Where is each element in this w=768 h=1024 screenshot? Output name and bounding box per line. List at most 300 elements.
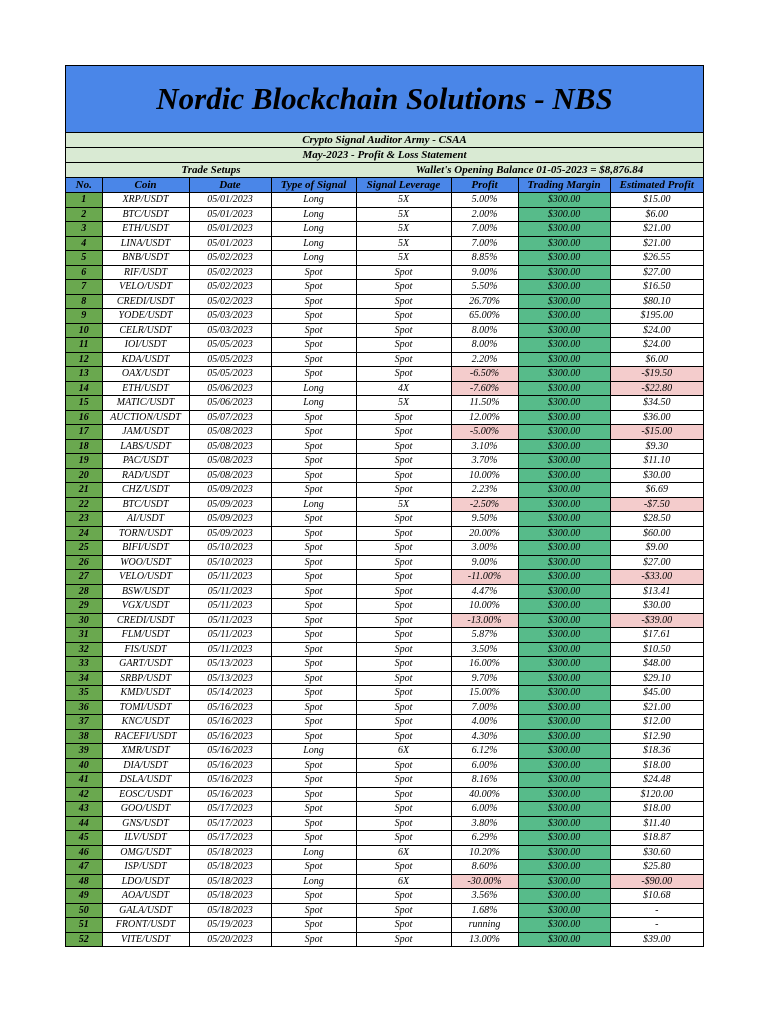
- cell-estimated-profit: $17.61: [610, 628, 703, 643]
- cell-no: 22: [66, 497, 102, 512]
- cell-estimated-profit: $12.00: [610, 715, 703, 730]
- cell-leverage: Spot: [356, 294, 451, 309]
- cell-no: 1: [66, 193, 102, 208]
- cell-no: 46: [66, 845, 102, 860]
- table-row: [66, 816, 703, 831]
- cell-type: Spot: [271, 758, 356, 773]
- cell-profit: 4.47%: [451, 584, 518, 599]
- cell-type: Spot: [271, 642, 356, 657]
- cell-estimated-profit: $16.50: [610, 280, 703, 295]
- cell-profit: 10.20%: [451, 845, 518, 860]
- table-row: [66, 280, 703, 295]
- cell-date: 05/06/2023: [189, 381, 271, 396]
- page-title: Nordic Blockchain Solutions - NBS: [156, 81, 613, 116]
- cell-coin: BTC/USDT: [102, 497, 189, 512]
- cell-profit: running: [451, 918, 518, 933]
- cell-no: 37: [66, 715, 102, 730]
- cell-leverage: Spot: [356, 729, 451, 744]
- cell-leverage: Spot: [356, 323, 451, 338]
- cell-leverage: Spot: [356, 555, 451, 570]
- cell-profit: 9.70%: [451, 671, 518, 686]
- cell-date: 05/11/2023: [189, 628, 271, 643]
- cell-leverage: Spot: [356, 439, 451, 454]
- cell-no: 36: [66, 700, 102, 715]
- cell-profit: 2.20%: [451, 352, 518, 367]
- cell-type: Spot: [271, 671, 356, 686]
- cell-no: 27: [66, 570, 102, 585]
- table-row: [66, 410, 703, 425]
- cell-no: 23: [66, 512, 102, 527]
- cell-margin: $300.00: [518, 280, 610, 295]
- cell-no: 18: [66, 439, 102, 454]
- cell-margin: $300.00: [518, 744, 610, 759]
- cell-date: 05/18/2023: [189, 903, 271, 918]
- cell-coin: FIS/USDT: [102, 642, 189, 657]
- cell-coin: BTC/USDT: [102, 207, 189, 222]
- cell-margin: $300.00: [518, 874, 610, 889]
- table-row: [66, 497, 703, 512]
- cell-margin: $300.00: [518, 628, 610, 643]
- cell-margin: $300.00: [518, 903, 610, 918]
- cell-date: 05/02/2023: [189, 265, 271, 280]
- cell-profit: 8.16%: [451, 773, 518, 788]
- cell-estimated-profit: $24.00: [610, 338, 703, 353]
- cell-profit: 4.30%: [451, 729, 518, 744]
- cell-no: 7: [66, 280, 102, 295]
- pnl-sheet: [65, 65, 704, 947]
- cell-coin: BNB/USDT: [102, 251, 189, 266]
- cell-leverage: Spot: [356, 599, 451, 614]
- cell-type: Spot: [271, 700, 356, 715]
- cell-coin: ILV/USDT: [102, 831, 189, 846]
- cell-date: 05/02/2023: [189, 251, 271, 266]
- cell-type: Spot: [271, 367, 356, 382]
- cell-coin: VITE/USDT: [102, 932, 189, 946]
- cell-estimated-profit: $45.00: [610, 686, 703, 701]
- cell-coin: JAM/USDT: [102, 425, 189, 440]
- table-row: [66, 555, 703, 570]
- cell-estimated-profit: $12.90: [610, 729, 703, 744]
- cell-profit: 5.00%: [451, 193, 518, 208]
- table-row: [66, 657, 703, 672]
- cell-type: Spot: [271, 715, 356, 730]
- cell-coin: LDO/USDT: [102, 874, 189, 889]
- cell-date: 05/13/2023: [189, 657, 271, 672]
- cell-coin: FLM/USDT: [102, 628, 189, 643]
- cell-type: Spot: [271, 860, 356, 875]
- cell-estimated-profit: $25.80: [610, 860, 703, 875]
- cell-leverage: Spot: [356, 526, 451, 541]
- cell-profit: 3.00%: [451, 541, 518, 556]
- cell-profit: 3.10%: [451, 439, 518, 454]
- table-body: [66, 193, 703, 947]
- cell-profit: 5.50%: [451, 280, 518, 295]
- cell-coin: DSLA/USDT: [102, 773, 189, 788]
- cell-margin: $300.00: [518, 555, 610, 570]
- cell-estimated-profit: $28.50: [610, 512, 703, 527]
- cell-no: 45: [66, 831, 102, 846]
- table-row: [66, 744, 703, 759]
- cell-type: Spot: [271, 889, 356, 904]
- cell-profit: 1.68%: [451, 903, 518, 918]
- cell-estimated-profit: $29.10: [610, 671, 703, 686]
- cell-no: 5: [66, 251, 102, 266]
- cell-margin: $300.00: [518, 367, 610, 382]
- cell-date: 05/11/2023: [189, 642, 271, 657]
- cell-coin: GOO/USDT: [102, 802, 189, 817]
- cell-type: Spot: [271, 338, 356, 353]
- cell-profit: 6.12%: [451, 744, 518, 759]
- cell-type: Spot: [271, 541, 356, 556]
- cell-profit: 3.50%: [451, 642, 518, 657]
- cell-margin: $300.00: [518, 599, 610, 614]
- cell-date: 05/09/2023: [189, 483, 271, 498]
- cell-estimated-profit: $10.68: [610, 889, 703, 904]
- cell-estimated-profit: $21.00: [610, 700, 703, 715]
- cell-coin: OAX/USDT: [102, 367, 189, 382]
- cell-profit: 10.00%: [451, 468, 518, 483]
- cell-date: 05/02/2023: [189, 280, 271, 295]
- cell-date: 05/16/2023: [189, 787, 271, 802]
- cell-no: 43: [66, 802, 102, 817]
- cell-margin: $300.00: [518, 729, 610, 744]
- cell-margin: $300.00: [518, 570, 610, 585]
- table-row: [66, 932, 703, 946]
- cell-estimated-profit: $18.87: [610, 831, 703, 846]
- cell-leverage: Spot: [356, 628, 451, 643]
- cell-margin: $300.00: [518, 671, 610, 686]
- col-header-date: Date: [189, 178, 271, 193]
- cell-no: 9: [66, 309, 102, 324]
- cell-estimated-profit: $10.50: [610, 642, 703, 657]
- table-row: [66, 483, 703, 498]
- cell-margin: $300.00: [518, 294, 610, 309]
- table-row: [66, 265, 703, 280]
- cell-date: 05/11/2023: [189, 570, 271, 585]
- cell-estimated-profit: $34.50: [610, 396, 703, 411]
- cell-estimated-profit: -: [610, 903, 703, 918]
- table-row: [66, 396, 703, 411]
- cell-margin: $300.00: [518, 802, 610, 817]
- cell-coin: RIF/USDT: [102, 265, 189, 280]
- cell-estimated-profit: -$7.50: [610, 497, 703, 512]
- cell-margin: $300.00: [518, 251, 610, 266]
- cell-coin: CHZ/USDT: [102, 483, 189, 498]
- cell-date: 05/10/2023: [189, 555, 271, 570]
- cell-margin: $300.00: [518, 381, 610, 396]
- cell-margin: $300.00: [518, 497, 610, 512]
- cell-date: 05/09/2023: [189, 497, 271, 512]
- cell-date: 05/05/2023: [189, 367, 271, 382]
- cell-profit: 3.56%: [451, 889, 518, 904]
- cell-coin: OMG/USDT: [102, 845, 189, 860]
- cell-leverage: Spot: [356, 918, 451, 933]
- cell-no: 38: [66, 729, 102, 744]
- table-row: [66, 251, 703, 266]
- col-header-no: No.: [66, 178, 102, 193]
- cell-profit: 9.00%: [451, 555, 518, 570]
- cell-leverage: Spot: [356, 454, 451, 469]
- cell-type: Spot: [271, 439, 356, 454]
- cell-date: 05/01/2023: [189, 222, 271, 237]
- cell-coin: WOO/USDT: [102, 555, 189, 570]
- cell-type: Long: [271, 193, 356, 208]
- cell-margin: $300.00: [518, 468, 610, 483]
- cell-type: Spot: [271, 410, 356, 425]
- cell-margin: $300.00: [518, 265, 610, 280]
- table-row: [66, 874, 703, 889]
- setup-band: [66, 163, 703, 178]
- cell-estimated-profit: $60.00: [610, 526, 703, 541]
- cell-type: Spot: [271, 570, 356, 585]
- cell-estimated-profit: $24.00: [610, 323, 703, 338]
- cell-no: 51: [66, 918, 102, 933]
- cell-leverage: Spot: [356, 686, 451, 701]
- cell-date: 05/03/2023: [189, 309, 271, 324]
- cell-estimated-profit: $15.00: [610, 193, 703, 208]
- opening-balance: Wallet's Opening Balance 01-05-2023 = $8,876.84: [415, 164, 644, 176]
- cell-coin: KDA/USDT: [102, 352, 189, 367]
- cell-type: Spot: [271, 265, 356, 280]
- cell-coin: IOI/USDT: [102, 338, 189, 353]
- cell-coin: KNC/USDT: [102, 715, 189, 730]
- cell-leverage: 6X: [356, 845, 451, 860]
- cell-date: 05/01/2023: [189, 236, 271, 251]
- cell-leverage: Spot: [356, 816, 451, 831]
- cell-margin: $300.00: [518, 816, 610, 831]
- cell-type: Spot: [271, 773, 356, 788]
- table-row: [66, 294, 703, 309]
- cell-margin: $300.00: [518, 309, 610, 324]
- cell-profit: 5.87%: [451, 628, 518, 643]
- cell-estimated-profit: -$15.00: [610, 425, 703, 440]
- table-row: [66, 309, 703, 324]
- cell-date: 05/19/2023: [189, 918, 271, 933]
- cell-estimated-profit: $24.48: [610, 773, 703, 788]
- cell-margin: $300.00: [518, 584, 610, 599]
- cell-leverage: Spot: [356, 889, 451, 904]
- cell-date: 05/09/2023: [189, 526, 271, 541]
- cell-no: 15: [66, 396, 102, 411]
- cell-margin: $300.00: [518, 193, 610, 208]
- table-row: [66, 236, 703, 251]
- cell-estimated-profit: $21.00: [610, 236, 703, 251]
- cell-estimated-profit: -$90.00: [610, 874, 703, 889]
- table-row: [66, 425, 703, 440]
- table-row: [66, 439, 703, 454]
- cell-margin: $300.00: [518, 410, 610, 425]
- cell-profit: 8.00%: [451, 323, 518, 338]
- cell-margin: $300.00: [518, 512, 610, 527]
- cell-date: 05/11/2023: [189, 613, 271, 628]
- cell-estimated-profit: $21.00: [610, 222, 703, 237]
- cell-coin: ETH/USDT: [102, 222, 189, 237]
- cell-date: 05/16/2023: [189, 729, 271, 744]
- cell-estimated-profit: $11.40: [610, 816, 703, 831]
- table-row: [66, 831, 703, 846]
- cell-profit: -7.60%: [451, 381, 518, 396]
- cell-leverage: Spot: [356, 410, 451, 425]
- table-row: [66, 918, 703, 933]
- cell-date: 05/08/2023: [189, 425, 271, 440]
- cell-no: 42: [66, 787, 102, 802]
- cell-coin: PAC/USDT: [102, 454, 189, 469]
- cell-no: 44: [66, 816, 102, 831]
- cell-date: 05/17/2023: [189, 831, 271, 846]
- cell-profit: 9.00%: [451, 265, 518, 280]
- cell-estimated-profit: $120.00: [610, 787, 703, 802]
- cell-estimated-profit: $9.00: [610, 541, 703, 556]
- cell-margin: $300.00: [518, 207, 610, 222]
- statement-band: May-2023 - Profit & Loss Statement: [66, 148, 703, 163]
- cell-leverage: Spot: [356, 831, 451, 846]
- table-row: [66, 787, 703, 802]
- cell-profit: 26.70%: [451, 294, 518, 309]
- cell-date: 05/16/2023: [189, 758, 271, 773]
- cell-coin: CREDI/USDT: [102, 294, 189, 309]
- cell-leverage: Spot: [356, 425, 451, 440]
- cell-no: 33: [66, 657, 102, 672]
- col-header-margin: Trading Margin: [518, 178, 610, 193]
- cell-no: 20: [66, 468, 102, 483]
- cell-coin: CELR/USDT: [102, 323, 189, 338]
- cell-leverage: 5X: [356, 236, 451, 251]
- cell-coin: ISP/USDT: [102, 860, 189, 875]
- cell-date: 05/18/2023: [189, 860, 271, 875]
- cell-type: Spot: [271, 918, 356, 933]
- cell-type: Spot: [271, 628, 356, 643]
- table-row: [66, 773, 703, 788]
- cell-no: 48: [66, 874, 102, 889]
- col-header-leverage: Signal Leverage: [356, 178, 451, 193]
- cell-type: Spot: [271, 802, 356, 817]
- cell-margin: $300.00: [518, 526, 610, 541]
- cell-leverage: 5X: [356, 222, 451, 237]
- cell-no: 29: [66, 599, 102, 614]
- cell-profit: 16.00%: [451, 657, 518, 672]
- cell-type: Long: [271, 874, 356, 889]
- cell-date: 05/10/2023: [189, 541, 271, 556]
- cell-date: 05/16/2023: [189, 744, 271, 759]
- cell-coin: FRONT/USDT: [102, 918, 189, 933]
- cell-coin: GART/USDT: [102, 657, 189, 672]
- cell-type: Long: [271, 396, 356, 411]
- cell-estimated-profit: $26.55: [610, 251, 703, 266]
- cell-no: 2: [66, 207, 102, 222]
- cell-no: 16: [66, 410, 102, 425]
- cell-date: 05/02/2023: [189, 294, 271, 309]
- table-row: [66, 512, 703, 527]
- cell-coin: VGX/USDT: [102, 599, 189, 614]
- cell-leverage: Spot: [356, 860, 451, 875]
- cell-type: Long: [271, 497, 356, 512]
- cell-leverage: 4X: [356, 381, 451, 396]
- cell-type: Long: [271, 236, 356, 251]
- cell-date: 05/13/2023: [189, 671, 271, 686]
- cell-profit: 9.50%: [451, 512, 518, 527]
- cell-date: 05/16/2023: [189, 700, 271, 715]
- cell-coin: BSW/USDT: [102, 584, 189, 599]
- cell-profit: 3.80%: [451, 816, 518, 831]
- cell-date: 05/08/2023: [189, 454, 271, 469]
- cell-profit: 6.29%: [451, 831, 518, 846]
- cell-no: 19: [66, 454, 102, 469]
- cell-profit: 12.00%: [451, 410, 518, 425]
- table-row: [66, 758, 703, 773]
- cell-coin: TORN/USDT: [102, 526, 189, 541]
- cell-profit: 7.00%: [451, 222, 518, 237]
- cell-margin: $300.00: [518, 439, 610, 454]
- table-row: [66, 570, 703, 585]
- cell-margin: $300.00: [518, 483, 610, 498]
- cell-leverage: Spot: [356, 613, 451, 628]
- cell-date: 05/11/2023: [189, 584, 271, 599]
- cell-estimated-profit: $30.00: [610, 468, 703, 483]
- table-row: [66, 338, 703, 353]
- cell-type: Spot: [271, 599, 356, 614]
- cell-leverage: 6X: [356, 744, 451, 759]
- cell-coin: AOA/USDT: [102, 889, 189, 904]
- cell-type: Spot: [271, 932, 356, 946]
- cell-type: Spot: [271, 309, 356, 324]
- cell-estimated-profit: -: [610, 918, 703, 933]
- cell-profit: 7.00%: [451, 236, 518, 251]
- cell-coin: YODE/USDT: [102, 309, 189, 324]
- cell-no: 12: [66, 352, 102, 367]
- cell-leverage: Spot: [356, 715, 451, 730]
- cell-margin: $300.00: [518, 918, 610, 933]
- cell-date: 05/09/2023: [189, 512, 271, 527]
- table-row: [66, 860, 703, 875]
- title-banner: [66, 66, 703, 133]
- cell-coin: VELO/USDT: [102, 280, 189, 295]
- cell-date: 05/16/2023: [189, 773, 271, 788]
- cell-estimated-profit: $80.10: [610, 294, 703, 309]
- cell-type: Long: [271, 222, 356, 237]
- table-row: [66, 686, 703, 701]
- cell-type: Spot: [271, 816, 356, 831]
- cell-estimated-profit: $36.00: [610, 410, 703, 425]
- cell-no: 50: [66, 903, 102, 918]
- cell-coin: MATIC/USDT: [102, 396, 189, 411]
- cell-margin: $300.00: [518, 236, 610, 251]
- cell-leverage: Spot: [356, 352, 451, 367]
- cell-date: 05/20/2023: [189, 932, 271, 946]
- cell-leverage: Spot: [356, 671, 451, 686]
- cell-coin: TOMI/USDT: [102, 700, 189, 715]
- cell-leverage: Spot: [356, 265, 451, 280]
- cell-type: Spot: [271, 454, 356, 469]
- cell-profit: 8.00%: [451, 338, 518, 353]
- cell-coin: BIFI/USDT: [102, 541, 189, 556]
- cell-date: 05/08/2023: [189, 439, 271, 454]
- cell-leverage: Spot: [356, 367, 451, 382]
- cell-leverage: Spot: [356, 584, 451, 599]
- cell-leverage: 5X: [356, 497, 451, 512]
- cell-coin: XMR/USDT: [102, 744, 189, 759]
- cell-date: 05/18/2023: [189, 889, 271, 904]
- cell-leverage: Spot: [356, 309, 451, 324]
- cell-margin: $300.00: [518, 338, 610, 353]
- cell-profit: -6.50%: [451, 367, 518, 382]
- cell-type: Spot: [271, 787, 356, 802]
- cell-coin: GNS/USDT: [102, 816, 189, 831]
- col-header-coin: Coin: [102, 178, 189, 193]
- cell-date: 05/17/2023: [189, 816, 271, 831]
- cell-leverage: Spot: [356, 280, 451, 295]
- cell-no: 8: [66, 294, 102, 309]
- cell-profit: 8.85%: [451, 251, 518, 266]
